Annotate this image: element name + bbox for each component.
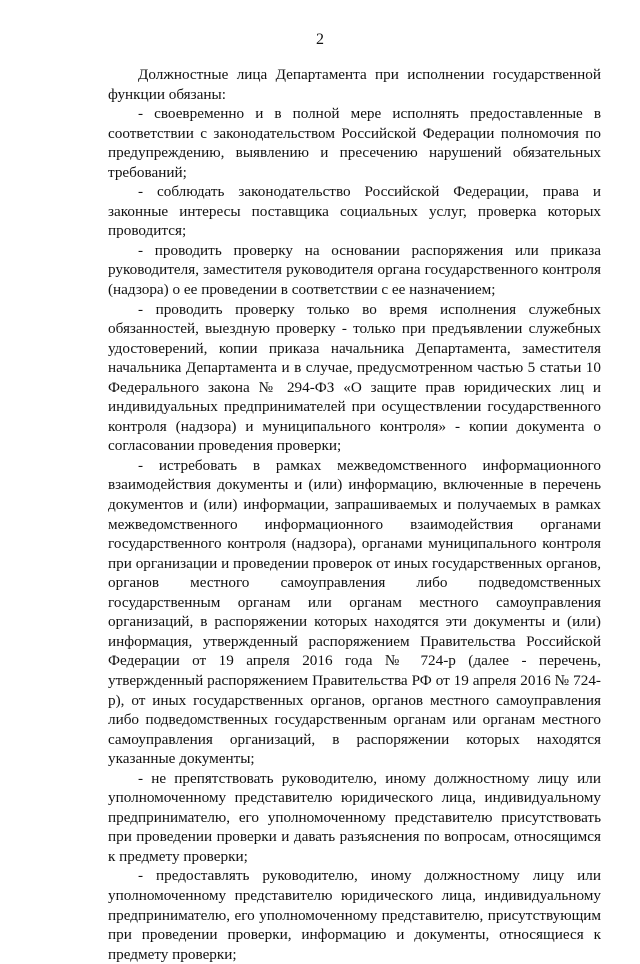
- paragraph-duty-1: - своевременно и в полной мере исполнять предоставленные в соответствии с законодательством Российской Федерации полномочия по предупреждению, выявлению и пресечению нарушений обязательных требований;: [108, 105, 601, 181]
- paragraph-duty-5: - истребовать в рамках межведомственного информационного взаимодействия документы и (или) информацию, включенные в перечень документов и (или) информации, запрашиваемых и получаемых в рамках межведомственного информационного взаимодействия органами государственного контроля (надзора), органами муниципального контроля при организации и проведении проверок от иных государственных органов, органов местного самоуправления либо подведомственных государственным органам или органам местного самоуправления организаций, в распоряжении которых находятся эти документы и (или) информация, утвержденный распоряжением Правительства Российской Федерации от 19 апреля 2016 года № 724-р (далее - перечень, утвержденный распоряжением Правительства РФ от 19 апреля 2016 № 724-р), от иных государственных органов, органов местного самоуправления либо подведомственных государственным органам или органам местного самоуправления организаций, в распоряжении которых находятся указанные документы;: [108, 456, 601, 768]
- paragraph-intro: Должностные лица Департамента при исполнении государственной функции обязаны:: [108, 66, 601, 103]
- paragraph-duty-4: - проводить проверку только во время исполнения служебных обязанностей, выездную проверку - только при предъявлении служебных удостоверений, копии приказа начальника Департамента, заместителя начальника Департамента и в случае, предусмотренном частью 5 статьи 10 Федерального закона № 294-ФЗ «О защите прав юридических лиц и индивидуальных предпринимателей при осуществлении государственного контроля (надзора) и муниципального контроля» - копии документа о согласовании проведения проверки;: [108, 300, 601, 455]
- document-body: [108, 65, 601, 964]
- paragraph-duty-2: - соблюдать законодательство Российской Федерации, права и законные интересы поставщика социальных услуг, проверка которых проводится;: [108, 183, 601, 240]
- page-number: 2: [316, 31, 324, 48]
- paragraph-duty-3: - проводить проверку на основании распоряжения или приказа руководителя, заместителя руководителя органа государственного контроля (надзора) о ее проведении в соответствии с ее назначением;: [108, 241, 601, 299]
- paragraph-duty-7: - предоставлять руководителю, иному должностному лицу или уполномоченному представителю юридического лица, индивидуальному предпринимателю, его уполномоченному представителю, присутствующим при проведении проверки, информацию и документы, относящиеся к предмету проверки;: [108, 867, 601, 963]
- paragraph-duty-6: - не препятствовать руководителю, иному должностному лицу или уполномоченному представителю юридического лица, индивидуальному предпринимателю, его уполномоченному представителю присутствовать при проведении проверки и давать разъяснения по вопросам, относящимся к предмету проверки;: [108, 769, 601, 865]
